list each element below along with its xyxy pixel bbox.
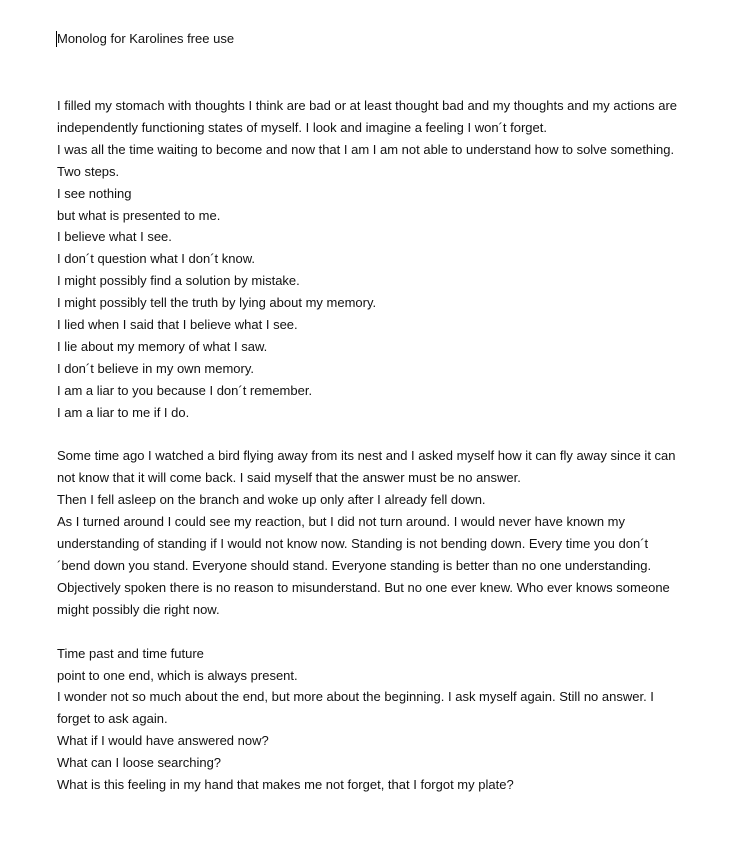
text-line: I don´t believe in my own memory. <box>57 360 254 376</box>
text-line: I am a liar to me if I do. <box>57 404 190 420</box>
text-line: not know that it will come back. I said myself that the answer must be no answer. <box>57 470 521 486</box>
text-line: What is this feeling in my hand that makes me not forget, that I forgot my plate? <box>57 777 514 793</box>
text-line: independently functioning states of myself. I look and imagine a feeling I won´t forget. <box>57 119 547 135</box>
text-line: What can I loose searching? <box>57 755 222 771</box>
text-line: I believe what I see. <box>57 229 172 245</box>
text-line: As I turned around I could see my reaction, but I did not turn around. I would never have known my <box>57 514 625 530</box>
text-line: point to one end, which is always present. <box>57 667 298 683</box>
text-line: Time past and time future <box>57 645 204 661</box>
text-line: forget to ask again. <box>57 711 168 727</box>
text-line: ´bend down you stand. Everyone should stand. Everyone standing is better than no one understanding. <box>57 558 652 574</box>
text-line: might possibly die right now. <box>57 601 220 617</box>
document-body[interactable] <box>57 95 677 818</box>
paragraph-1 <box>57 95 677 424</box>
text-line: What if I would have answered now? <box>57 733 269 749</box>
text-line: I see nothing <box>57 185 132 201</box>
text-line: Objectively spoken there is no reason to misunderstand. But no one ever knew. Who ever knows someone <box>57 579 670 595</box>
text-line: Some time ago I watched a bird flying away from its nest and I asked myself how it can fly away since it can <box>57 448 676 464</box>
text-line: I might possibly tell the truth by lying about my memory. <box>57 295 377 311</box>
text-line: I wonder not so much about the end, but more about the beginning. I ask myself again. Still no answer. I <box>57 689 654 705</box>
document-title[interactable]: Monolog for Karolines free use <box>57 31 235 46</box>
text-line: I don´t question what I don´t know. <box>57 251 256 267</box>
text-line: but what is presented to me. <box>57 207 221 223</box>
paragraph-2 <box>57 445 677 620</box>
text-line: I filled my stomach with thoughts I think are bad or at least thought bad and my thoughts and my actions are <box>57 98 678 113</box>
text-line: I lied when I said that I believe what I see. <box>57 317 298 333</box>
text-line: understanding of standing if I would not know now. Standing is not bending down. Every time you don´t <box>57 536 649 552</box>
text-line: I was all the time waiting to become and now that I am I am not able to understand how to solve something. <box>57 141 675 157</box>
text-line: I am a liar to you because I don´t remember. <box>57 382 313 398</box>
text-line: Then I fell asleep on the branch and woke up only after I already fell down. <box>57 492 486 508</box>
paragraph-3 <box>57 643 677 796</box>
text-line: I might possibly find a solution by mistake. <box>57 273 300 289</box>
text-line: Two steps. <box>57 163 120 179</box>
text-line: I lie about my memory of what I saw. <box>57 338 268 354</box>
